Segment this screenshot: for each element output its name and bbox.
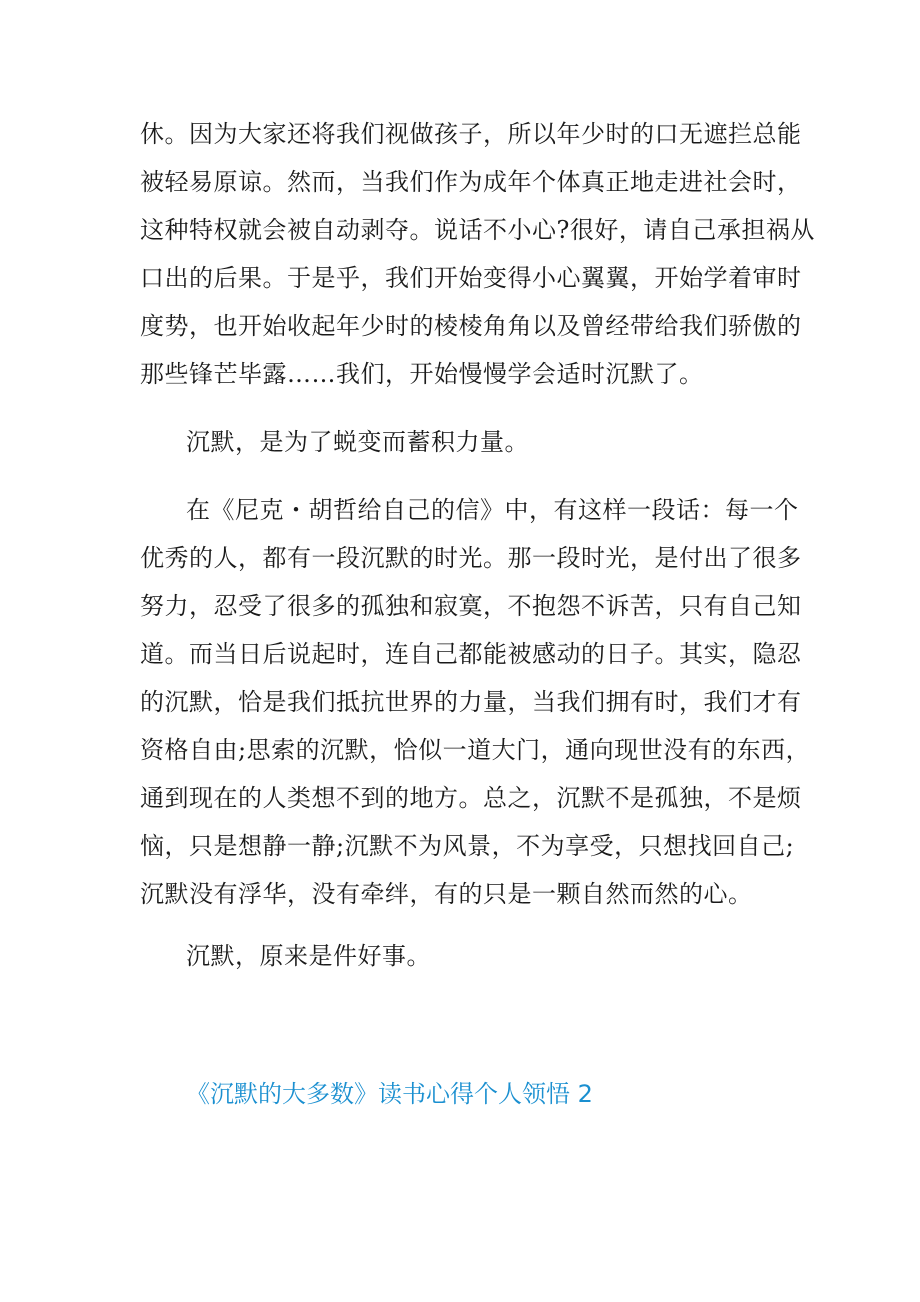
paragraph-1 [140, 110, 815, 398]
text-line: 沉默，原来是件好事。 [186, 942, 431, 970]
text-line: 这种特权就会被自动剥夺。说话不小心?很好，请自己承担祸从 [140, 216, 815, 244]
paragraph-4 [186, 932, 836, 980]
text-line: 口出的后果。于是乎，我们开始变得小心翼翼，开始学着审时 [140, 264, 802, 292]
text-line: 恼，只是想静一静;沉默不为风景，不为享受，只想找回自己; [140, 832, 795, 860]
paragraph-2 [186, 418, 836, 466]
text-line: 道。而当日后说起时，连自己都能被感动的日子。其实，隐忍 [140, 640, 802, 668]
text-line: 的沉默，恰是我们抵抗世界的力量，当我们拥有时，我们才有 [140, 688, 802, 716]
text-line: 通到现在的人类想不到的地方。总之，沉默不是孤独，不是烦 [140, 784, 802, 812]
text-line: 资格自由;思索的沉默，恰似一道大门，通向现世没有的东西， [140, 736, 811, 764]
section-heading: 《沉默的大多数》读书心得个人领悟 2 [186, 1080, 593, 1108]
text-line: 努力，忍受了很多的孤独和寂寞，不抱怨不诉苦，只有自己知 [140, 592, 802, 620]
text-line: 在《尼克・胡哲给自己的信》中，有这样一段话：每一个 [186, 496, 799, 524]
text-line: 度势，也开始收起年少时的棱棱角角以及曾经带给我们骄傲的 [140, 312, 802, 340]
text-line: 优秀的人，都有一段沉默的时光。那一段时光，是付出了很多 [140, 544, 802, 572]
text-line: 休。因为大家还将我们视做孩子，所以年少时的口无遮拦总能 [140, 120, 802, 148]
text-line: 那些锋芒毕露……我们，开始慢慢学会适时沉默了。 [140, 360, 704, 388]
text-line: 沉默没有浮华，没有牵绊，有的只是一颗自然而然的心。 [140, 880, 753, 908]
text-line: 被轻易原谅。然而，当我们作为成年个体真正地走进社会时， [140, 168, 802, 196]
paragraph-3 [140, 486, 811, 918]
text-line: 沉默，是为了蜕变而蓄积力量。 [186, 428, 529, 456]
